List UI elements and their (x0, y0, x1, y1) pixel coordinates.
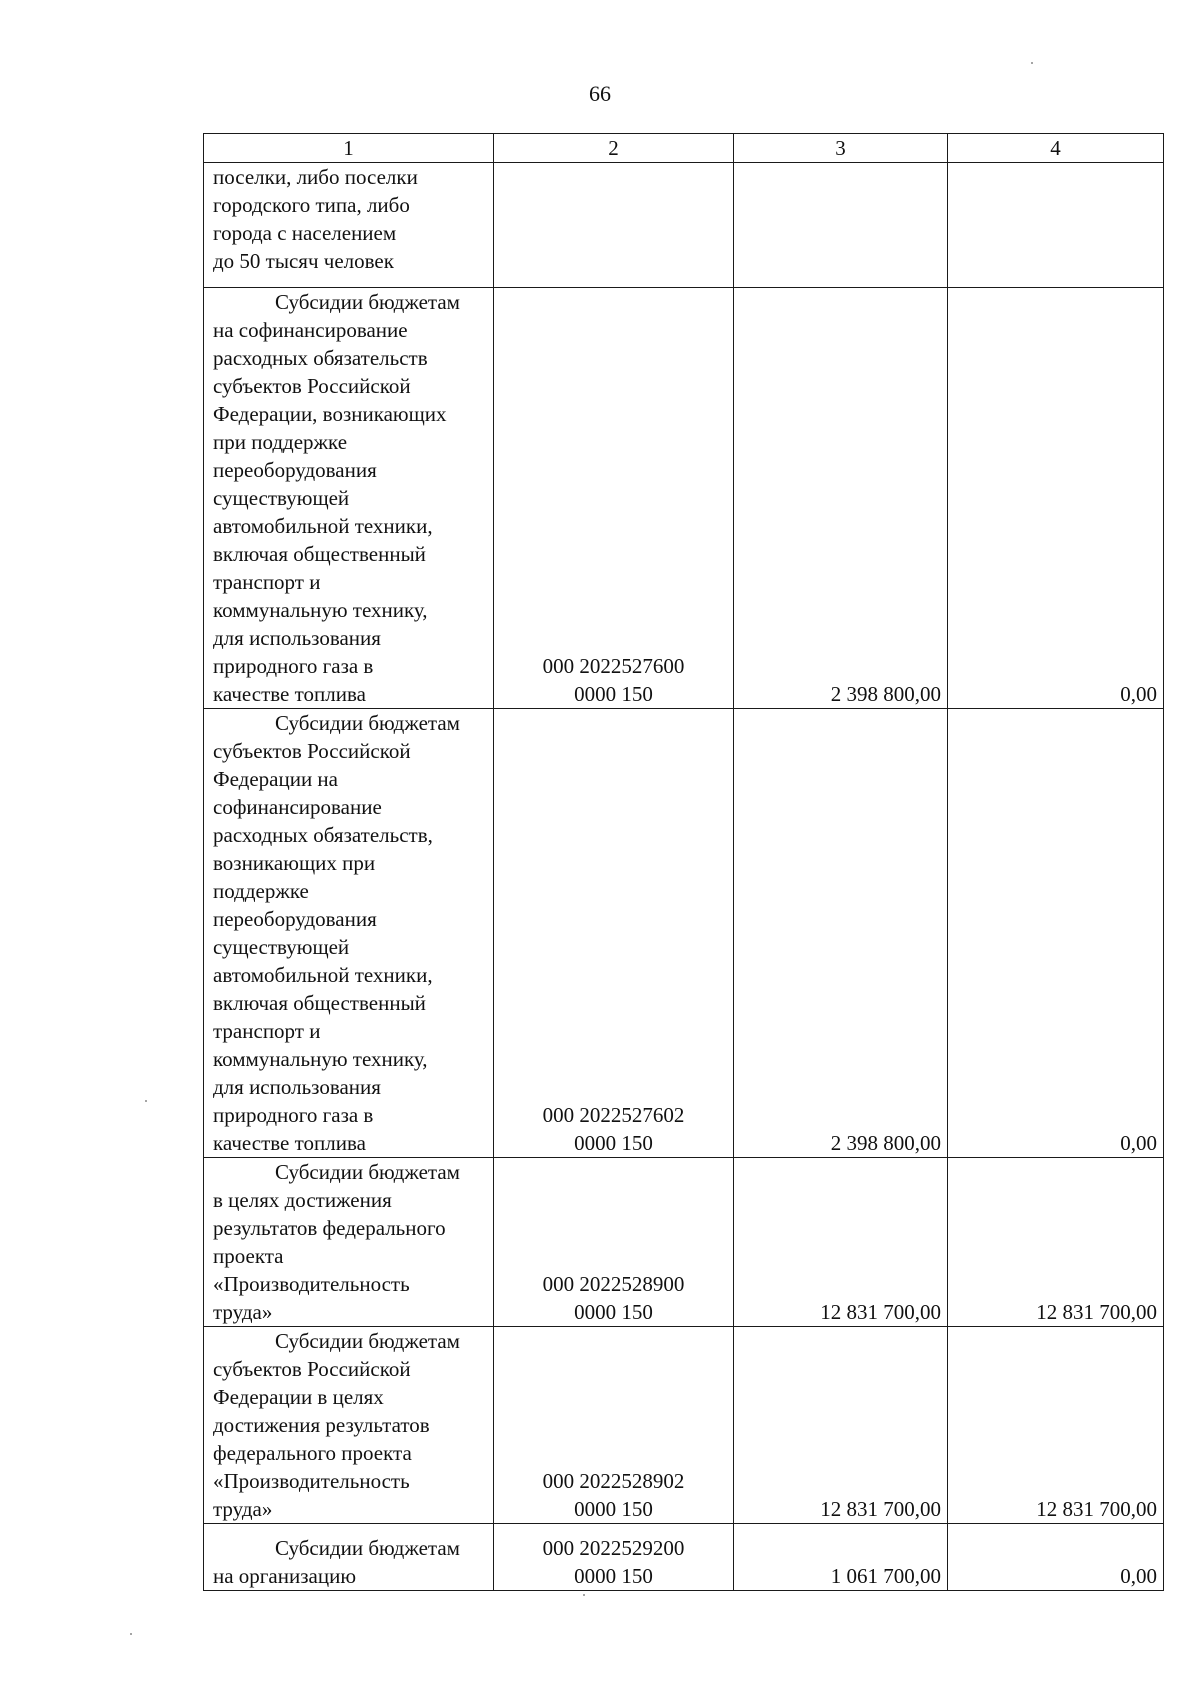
scan-speck (145, 1100, 147, 1102)
row-value-col4: 12 831 700,00 (948, 1158, 1164, 1327)
row-description-text: в целях достижения результатов федерального проекта «Производительность труда» (213, 1188, 446, 1324)
table-row (204, 288, 1164, 709)
row-description-lead: Субсидии бюджетам (275, 1329, 460, 1353)
row-description (204, 709, 494, 1158)
row-description (204, 1524, 494, 1591)
row-description (204, 1327, 494, 1524)
table-row (204, 1158, 1164, 1327)
table-header-row (204, 134, 1164, 163)
row-description-text: поселки, либо поселки городского типа, либо города с населением до 50 тысяч человек (213, 165, 418, 273)
row-description-text: на организацию (213, 1564, 357, 1588)
row-description (204, 163, 494, 288)
row-value-col4: 0,00 (948, 709, 1164, 1158)
row-value-col4: 0,00 (948, 288, 1164, 709)
row-code (494, 163, 734, 288)
column-header: 2 (494, 134, 734, 163)
row-value-col4 (948, 163, 1164, 288)
row-code: 000 2022529200 0000 150 (494, 1524, 734, 1591)
row-description (204, 1158, 494, 1327)
row-value-col3: 1 061 700,00 (734, 1524, 948, 1591)
row-description (204, 288, 494, 709)
budget-table (203, 133, 1164, 1591)
row-description-lead: Субсидии бюджетам (275, 1536, 460, 1560)
page-number: 66 (589, 81, 611, 106)
row-description-lead: Субсидии бюджетам (275, 290, 460, 314)
scan-speck (583, 1594, 585, 1596)
row-value-col3: 12 831 700,00 (734, 1327, 948, 1524)
scan-speck (1031, 62, 1033, 64)
table-row (204, 709, 1164, 1158)
row-value-col3: 2 398 800,00 (734, 288, 948, 709)
column-header: 4 (948, 134, 1164, 163)
row-value-col3: 2 398 800,00 (734, 709, 948, 1158)
row-value-col3 (734, 163, 948, 288)
row-description-text: субъектов Российской Федерации на софинансирование расходных обязательств, возникающих при поддержке переоборудования существующей автомобильной техники, включая общественный транспорт и коммунальную технику, для использования природного газа в качестве топлива (213, 739, 433, 1155)
row-description-lead: Субсидии бюджетам (275, 1160, 460, 1184)
scan-speck (130, 1633, 132, 1635)
table-row (204, 1524, 1164, 1591)
row-value-col4: 0,00 (948, 1524, 1164, 1591)
row-code: 000 2022527602 0000 150 (494, 709, 734, 1158)
column-header: 3 (734, 134, 948, 163)
row-code: 000 2022528900 0000 150 (494, 1158, 734, 1327)
row-value-col3: 12 831 700,00 (734, 1158, 948, 1327)
row-description-text: на софинансирование расходных обязательств субъектов Российской Федерации, возникающих при поддержке переоборудования существующей автомобильной техники, включая общественный транспорт и коммунальную технику, для использования природного газа в качестве топлива (213, 318, 447, 706)
row-code: 000 2022528902 0000 150 (494, 1327, 734, 1524)
column-header: 1 (204, 134, 494, 163)
row-value-col4: 12 831 700,00 (948, 1327, 1164, 1524)
row-description-lead: Субсидии бюджетам (275, 711, 460, 735)
row-code: 000 2022527600 0000 150 (494, 288, 734, 709)
table-row (204, 163, 1164, 288)
row-description-text: субъектов Российской Федерации в целях достижения результатов федерального проекта «Производительность труда» (213, 1357, 430, 1521)
table-row (204, 1327, 1164, 1524)
